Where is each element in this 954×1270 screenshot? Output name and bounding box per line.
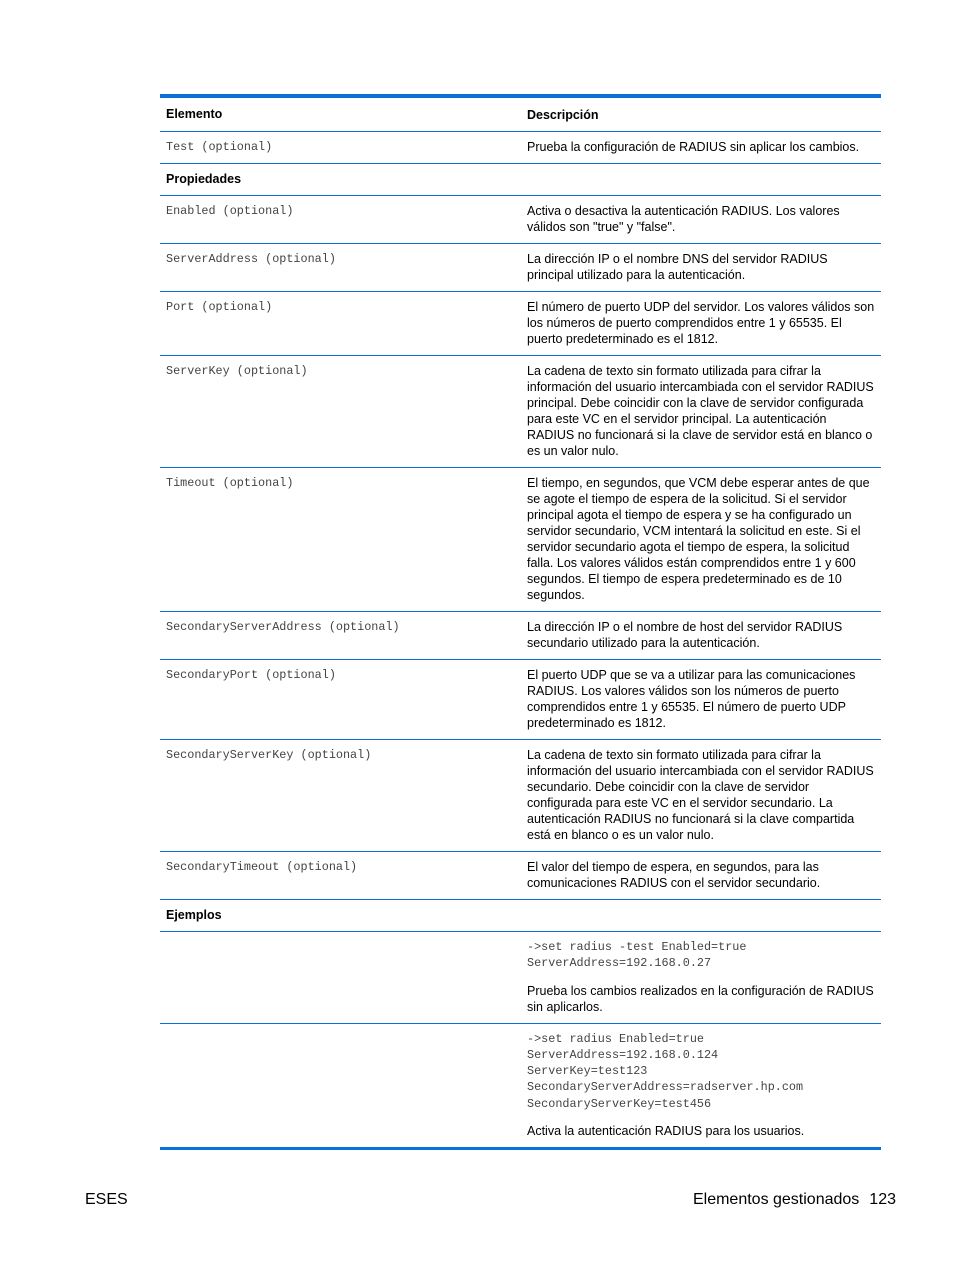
section-row bbox=[160, 164, 881, 196]
section-row bbox=[160, 900, 881, 932]
element-name: Port (optional) bbox=[166, 300, 273, 314]
header-element: Elemento bbox=[166, 107, 223, 121]
table-row bbox=[160, 292, 881, 356]
example-description: Activa la autenticación RADIUS para los usuarios. bbox=[527, 1124, 805, 1139]
section-title-properties: Propiedades bbox=[166, 172, 242, 186]
example-row bbox=[160, 932, 881, 1024]
table-row bbox=[160, 196, 881, 244]
footer-title: Elementos gestionados bbox=[692, 1191, 860, 1208]
example-description: Prueba los cambios realizados en la configuración de RADIUS sin aplicarlos. bbox=[527, 983, 874, 1014]
example-code: ->set radius Enabled=true ServerAddress=192.168.0.124 ServerKey=test123 SecondaryServerAddress=radserver.hp.com SecondaryServerKey=test456 bbox=[527, 1031, 804, 1111]
element-name: ServerKey (optional) bbox=[166, 364, 308, 378]
table-row bbox=[160, 612, 881, 660]
element-name: Test (optional) bbox=[166, 140, 273, 154]
table-row bbox=[160, 852, 881, 900]
radius-table bbox=[160, 94, 881, 1150]
element-description: El tiempo, en segundos, que VCM debe esperar antes de que se agote el tiempo de espera de la solicitud. Si el servidor principal agota el tiempo de espera y se ha configurado un servidor secundario, VCM intentará la solicitud en este. Si el servidor secundario agota el tiempo de espera, la solicitud falla. Los valores válidos están comprendidos entre 1 y 600 segundos. El tiempo de espera predeterminado es de 10 segundos. bbox=[527, 476, 870, 602]
element-description: Prueba la configuración de RADIUS sin aplicar los cambios. bbox=[527, 140, 860, 154]
footer-locale: ESES bbox=[85, 1191, 128, 1208]
element-name: SecondaryServerAddress (optional) bbox=[166, 620, 400, 634]
table-header-row bbox=[160, 98, 881, 132]
element-name: Timeout (optional) bbox=[166, 476, 294, 490]
element-name: ServerAddress (optional) bbox=[166, 252, 336, 266]
section-title-examples: Ejemplos bbox=[166, 908, 222, 922]
table-row bbox=[160, 740, 881, 852]
element-description: La dirección IP o el nombre DNS del servidor RADIUS principal utilizado para la autenticación. bbox=[527, 252, 828, 282]
footer-page-info bbox=[693, 1191, 896, 1209]
page-number: 123 bbox=[869, 1191, 896, 1208]
table-row bbox=[160, 244, 881, 292]
example-row bbox=[160, 1024, 881, 1147]
element-name: SecondaryServerKey (optional) bbox=[166, 748, 372, 762]
element-description: La cadena de texto sin formato utilizada para cifrar la información del usuario intercambiada con el servidor RADIUS secundario. Debe coincidir con la clave de servidor configurada para este VC en el servidor secundario. La autenticación RADIUS no funcionará si la clave compartida está en blanco o es un valor nulo. bbox=[527, 748, 874, 842]
table-row bbox=[160, 660, 881, 740]
element-name: SecondaryPort (optional) bbox=[166, 668, 336, 682]
element-name: Enabled (optional) bbox=[166, 204, 294, 218]
example-code: ->set radius -test Enabled=true ServerAddress=192.168.0.27 bbox=[527, 940, 747, 971]
table-row bbox=[160, 356, 881, 468]
table-row bbox=[160, 132, 881, 164]
element-description: La cadena de texto sin formato utilizada para cifrar la información del usuario intercambiada con el servidor RADIUS principal. Debe coincidir con la clave de servidor configurada para este VC en el servidor principal. La autenticación RADIUS no funcionará si la clave de servidor está en blanco o es un valor nulo. bbox=[527, 364, 874, 458]
header-description: Descripción bbox=[527, 108, 599, 122]
element-name: SecondaryTimeout (optional) bbox=[166, 860, 358, 874]
element-description: Activa o desactiva la autenticación RADIUS. Los valores válidos son "true" y "false". bbox=[527, 204, 840, 234]
element-description: El puerto UDP que se va a utilizar para las comunicaciones RADIUS. Los valores válidos son los números de puerto comprendidos entre 1 y 65535. El número de puerto UDP predeterminado es 1812. bbox=[527, 668, 856, 730]
element-description: La dirección IP o el nombre de host del servidor RADIUS secundario utilizado para la autenticación. bbox=[527, 620, 843, 650]
element-description: El valor del tiempo de espera, en segundos, para las comunicaciones RADIUS con el servidor secundario. bbox=[527, 860, 821, 890]
element-description: El número de puerto UDP del servidor. Los valores válidos son los números de puerto comprendidos entre 1 y 65535. El puerto predeterminado es el 1812. bbox=[527, 300, 875, 346]
table-row bbox=[160, 468, 881, 612]
